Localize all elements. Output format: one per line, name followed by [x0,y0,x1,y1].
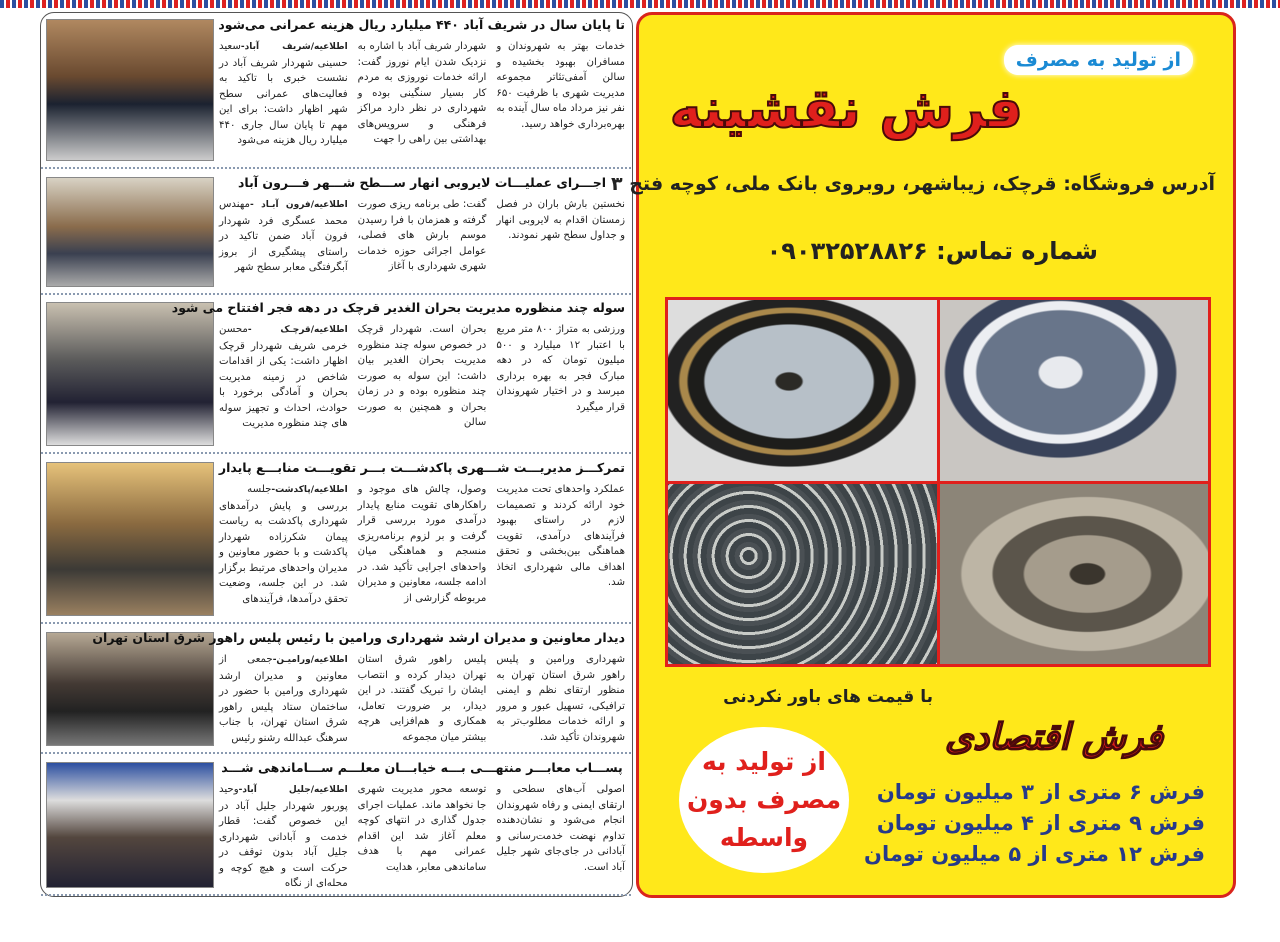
article-column: شهردار شریف آباد با اشاره به نزدیک شدن ایام نوروز گفت: ارائه خدمات نوروزی به مردم کار بسیار سنگینی بوده و شهرداری در نظر دارد مراکز فرهنگی و سرویس‌های بهداشتی بین راهی را جهت [357,41,487,145]
article-text: محسن خرمی شریف شهردار قرچک اظهار داشت: یکی از اقدامات شاخص در زمینه مدیریت بحران و آمادگی برخورد با حوادث، احداث و تجهیز سوله های چند منظوره مدیریت [219,324,348,429]
news-article [41,626,631,754]
ad-economy-title: فرش اقتصادی [944,717,1163,758]
price-line: فرش ۱۲ متری از ۵ میلیون تومان [864,842,1205,866]
news-article [41,13,631,169]
article-column: شهرداری ورامین و پلیس راهور شرق استان تهران به منظور ارتقای نظم و ایمنی ترافیکی، تسهیل عبور و مرور و ارائه خدمات مطلوب‌تر به شهروندان تأکید شد. [496,654,626,743]
news-article [41,456,631,624]
price-line: فرش ۶ متری از ۳ میلیون تومان [876,780,1205,804]
article-column: ورزشی به متراژ ۸۰۰ متر مربع با اعتبار ۱۲ میلیارد و ۵۰۰ میلیون تومان که در دهه مبارک فجر به بهره برداری میرسد و در اختیار شهروندان قرار میگیرد [496,324,626,413]
article-column: گفت: طی برنامه ریزی صورت گرفته و همزمان با فرا رسیدن موسم بارش های فصلی، عوامل اجرائی حوزه خدمات شهری شهرداری با آغاز [357,199,487,272]
article-photo [46,762,214,888]
article-column: وصول، چالش های موجود و راهکارهای تقویت منابع پایدار درآمدی مورد بررسی قرار گرفت و بر لزوم برنامه‌ریزی منسجم و هماهنگی میان واحدهای اجرایی تأکید شد. در ادامه جلسه، معاونین و مدیران مربوطه گزارشی از [357,484,487,604]
article-text: وحید پوربور شهردار جلیل آباد در این خصوص گفت: قطار خدمت و آبادانی شهرداری جلیل آباد بدون توقف در حرکت است و هیچ کوچه و محله‌ای از نگاه [219,784,348,889]
bubble-line: مصرف بدون [686,785,842,814]
article-headline: تا پایان سال در شریف آباد ۴۴۰ میلیارد ریال هزینه عمرانی می‌شود [218,17,625,32]
article-column [219,39,348,163]
article-headline: سوله چند منظوره مدیریت بحران الغدیر قرچک در دهه فجر افتتاح می شود [171,300,625,315]
carpet-photo [940,484,1209,665]
ad-price-list [864,777,1205,870]
article-text: جلسه بررسی و پایش درآمدهای شهرداری پاکدشت به ریاست پیمان شکرزاده شهردار پاکدشت و با حضور معاونین و مدیران واحدهای مرتبط برگزار شد. در این جلسه، وضعیت تحقق درآمدها، فرآیندهای [219,484,348,605]
article-column [219,782,348,890]
price-line: فرش ۹ متری از ۴ میلیون تومان [876,811,1205,835]
article-headline: پســـاب معابـــر منتهـــی بـــه خیابـــان معلـــم ســـاماندهی شـــد [221,760,623,775]
carpet-photo [668,484,937,665]
ad-subtitle: با قیمت های باور نکردنی [723,687,933,707]
bubble-line: از تولید به [701,747,826,776]
article-column: توسعه محور مدیریت شهری جا نخواهد ماند. عملیات اجرای جدول گذاری در انتهای کوچه معلم آغاز شد این اقدام عمرانی مهم با هدف ساماندهی معابر، هدایت [357,784,487,873]
article-column: خدمات بهتر به شهروندان و مسافران بهبود بخشیده و سالن آمفی‌تئاتر مجموعه مدیریت شهری با ظرفیت ۶۵۰ نفر نیز مرداد ماه سال آینده به بهره‌برداری خواهد رسید. [496,41,626,130]
article-lead: اطلاعیه/پاکدشت- [271,485,348,495]
article-column: اصولی آب‌های سطحی و ارتقای ایمنی و رفاه شهروندان انجام می‌شود و نشان‌دهنده تداوم نهضت خدمت‌رسانی و آبادانی در جای‌جای شهر جلیل آباد است. [496,784,626,873]
article-column [219,322,348,448]
carpet-photo [668,300,937,481]
ad-speech-bubble [679,727,849,873]
article-headline: اجـــرای عملیـــات لایروبی انهار ســـطح شـــهر فـــرون آباد [237,175,607,190]
ad-badge: از تولید به مصرف [1004,45,1193,75]
article-photo [46,302,214,446]
article-text: جمعی از معاونین و مدیران ارشد شهرداری ورامین با حضور در ساختمان ستاد پلیس راهور شرق استان تهران، با جناب سرهنگ عبدالله رشنو رئیس [219,654,348,744]
article-lead: اطلاعیه/شریف آباد- [240,42,348,52]
carpet-photo-grid [665,297,1211,667]
article-column: عملکرد واحدهای تحت مدیریت خود ارائه کردند و تصمیمات لازم در راستای بهبود فرآیندهای درآمدی، تقویت هماهنگی بین‌بخشی و تحقق اهداف مالی شهرداری اتخاذ شد. [496,484,626,588]
article-headline: دیدار معاونین و مدیران ارشد شهرداری ورامین با رئیس پلیس راهور شرق استان تهران [92,630,625,645]
ad-address: آدرس فروشگاه: قرچک، زیباشهر، روبروی بانک ملی، کوچه فتح ۳ [611,173,1215,195]
article-text: مهندس محمد عسگری فرد شهردار فرون آباد ضمن تاکید در راستای پیشگیری از بروز آبگرفتگی معابر سطح شهر [219,199,348,273]
news-article [41,756,631,896]
carpet-advertisement [611,12,1236,898]
article-column [219,652,348,748]
bubble-line: واسطه [719,823,809,852]
article-text: سعید حسینی شهردار شریف آباد در نشست خبری با تاکید به فعالیت‌های عمرانی سطح شهر اظهار داشت: برای این مهم تا پایان سال جاری ۴۴۰ میلیارد ریال هزینه می‌شود [219,41,348,146]
news-article [41,171,631,295]
ad-brand-name: فرش نقشینه [669,77,1023,140]
article-photo [46,177,214,287]
article-lead: اطلاعیه/فرون آبـاد - [250,200,348,210]
ad-phone: شماره تماس: ۰۹۰۳۲۵۲۸۸۲۶ [766,237,1098,265]
article-lead: اطلاعیه/قرچـک - [247,325,348,335]
article-column: پلیس راهور شرق استان تهران دیدار کرده و انتصاب ایشان را تبریک گفتند. در این دیدار، بر ضرورت تعامل، همکاری و هم‌افزایی هرچه بیشتر میان مجموعه [357,654,487,743]
news-column [40,12,633,897]
article-lead: اطلاعیه/جلیل آباد- [238,785,348,795]
article-column [219,482,348,618]
article-photo [46,19,214,161]
carpet-photo [940,300,1209,481]
article-column: نخستین بارش باران در فصل زمستان اقدام به لایروبی انهار و جداول سطح شهر نمودند. [496,199,626,241]
article-headline: تمرکـــز مدیریـــت شـــهری پاکدشـــت بـــر تقویـــت منابـــع پایدار [218,460,625,475]
article-column [219,197,348,289]
article-column: بحران است. شهردار قرچک در خصوص سوله چند منظوره مدیریت بحران الغدیر بیان داشت: این سوله به صورت چند منظوره بوده و در زمان بحران و همچنین به صورت سالن [357,324,487,428]
article-photo [46,462,214,616]
article-lead: اطلاعیه/ورامیـن- [272,655,348,665]
article-photo [46,632,214,746]
news-article [41,296,631,454]
top-border-stripe [0,0,1280,8]
